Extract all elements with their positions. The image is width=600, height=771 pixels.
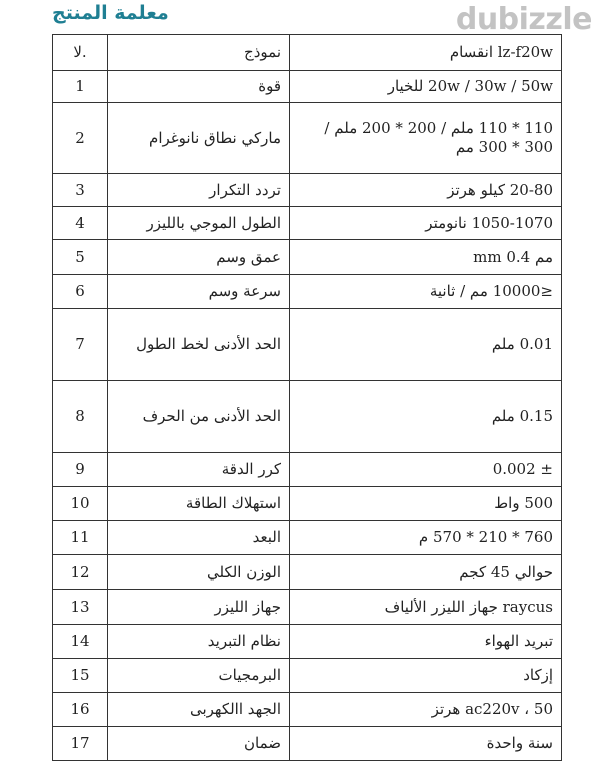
row-num: 16: [53, 693, 108, 727]
row-num: 10: [53, 487, 108, 521]
row-name: الوزن الكلي: [108, 555, 290, 590]
row-value: إزكاد: [290, 659, 562, 693]
table-row: [53, 555, 562, 590]
row-name: سرعة وسم: [108, 275, 290, 309]
row-name: كرر الدقة: [108, 453, 290, 487]
table-row: [53, 487, 562, 521]
row-name: قوة: [108, 71, 290, 103]
row-num: 11: [53, 521, 108, 555]
row-value: 110 * 110 ملم / 200 * 200 ملم / 300 * 300 مم: [290, 103, 562, 174]
table-row: [53, 103, 562, 174]
row-value: حوالي 45 كجم: [290, 555, 562, 590]
dubizzle-logo: dubizzle: [455, 2, 592, 37]
row-value: 0.01 ملم: [290, 309, 562, 381]
row-value: ± 0.002: [290, 453, 562, 487]
table-header-row: [53, 35, 562, 71]
row-value: 1050-1070 نانومتر: [290, 207, 562, 240]
row-value: 500 واط: [290, 487, 562, 521]
row-name: نظام التبريد: [108, 625, 290, 659]
row-value: 0.15 ملم: [290, 381, 562, 453]
row-name: تردد التكرار: [108, 174, 290, 207]
row-num: 7: [53, 309, 108, 381]
row-name: عمق وسم: [108, 240, 290, 275]
table-row: [53, 309, 562, 381]
row-name: الحد الأدنى لخط الطول: [108, 309, 290, 381]
row-value: مم 0.4 mm: [290, 240, 562, 275]
section-title: معلمة المنتج: [52, 2, 169, 24]
table-row: [53, 521, 562, 555]
row-value: raycus جهاز الليزر الألياف: [290, 590, 562, 625]
row-name: ماركي نطاق نانوغرام: [108, 103, 290, 174]
row-num: 6: [53, 275, 108, 309]
row-num: 9: [53, 453, 108, 487]
row-num: 2: [53, 103, 108, 174]
row-value: تبريد الهواء: [290, 625, 562, 659]
spec-table: [52, 34, 562, 761]
table-row: [53, 625, 562, 659]
row-name: الطول الموجي بالليزر: [108, 207, 290, 240]
header-name: نموذج: [108, 35, 290, 71]
row-name: الجهد االكهربى: [108, 693, 290, 727]
table-row: [53, 275, 562, 309]
row-num: 1: [53, 71, 108, 103]
row-value: سنة واحدة: [290, 727, 562, 761]
row-name: استهلاك الطاقة: [108, 487, 290, 521]
table-row: [53, 174, 562, 207]
row-name: الحد الأدنى من الحرف: [108, 381, 290, 453]
table-row: [53, 71, 562, 103]
row-num: 5: [53, 240, 108, 275]
row-num: 17: [53, 727, 108, 761]
table-row: [53, 453, 562, 487]
row-value: 20w / 30w / 50w للخيار: [290, 71, 562, 103]
table-row: [53, 207, 562, 240]
row-value: 20-80 كيلو هرتز: [290, 174, 562, 207]
row-value: ac220v ، 50 هرتز: [290, 693, 562, 727]
row-name: البعد: [108, 521, 290, 555]
table-row: [53, 727, 562, 761]
row-num: 15: [53, 659, 108, 693]
table-row: [53, 659, 562, 693]
row-value: ≤10000 مم / ثانية: [290, 275, 562, 309]
row-num: 13: [53, 590, 108, 625]
row-num: 4: [53, 207, 108, 240]
row-num: 14: [53, 625, 108, 659]
header-value: lz-f20w انقسام: [290, 35, 562, 71]
table-row: [53, 590, 562, 625]
table-row: [53, 693, 562, 727]
header-num: لا.: [53, 35, 108, 71]
row-name: البرمجيات: [108, 659, 290, 693]
table-row: [53, 240, 562, 275]
row-num: 3: [53, 174, 108, 207]
row-value: 760 * 210 * 570 م: [290, 521, 562, 555]
page-header: [0, 0, 600, 36]
row-name: جهاز الليزر: [108, 590, 290, 625]
row-num: 8: [53, 381, 108, 453]
table-row: [53, 381, 562, 453]
row-num: 12: [53, 555, 108, 590]
row-name: ضمان: [108, 727, 290, 761]
